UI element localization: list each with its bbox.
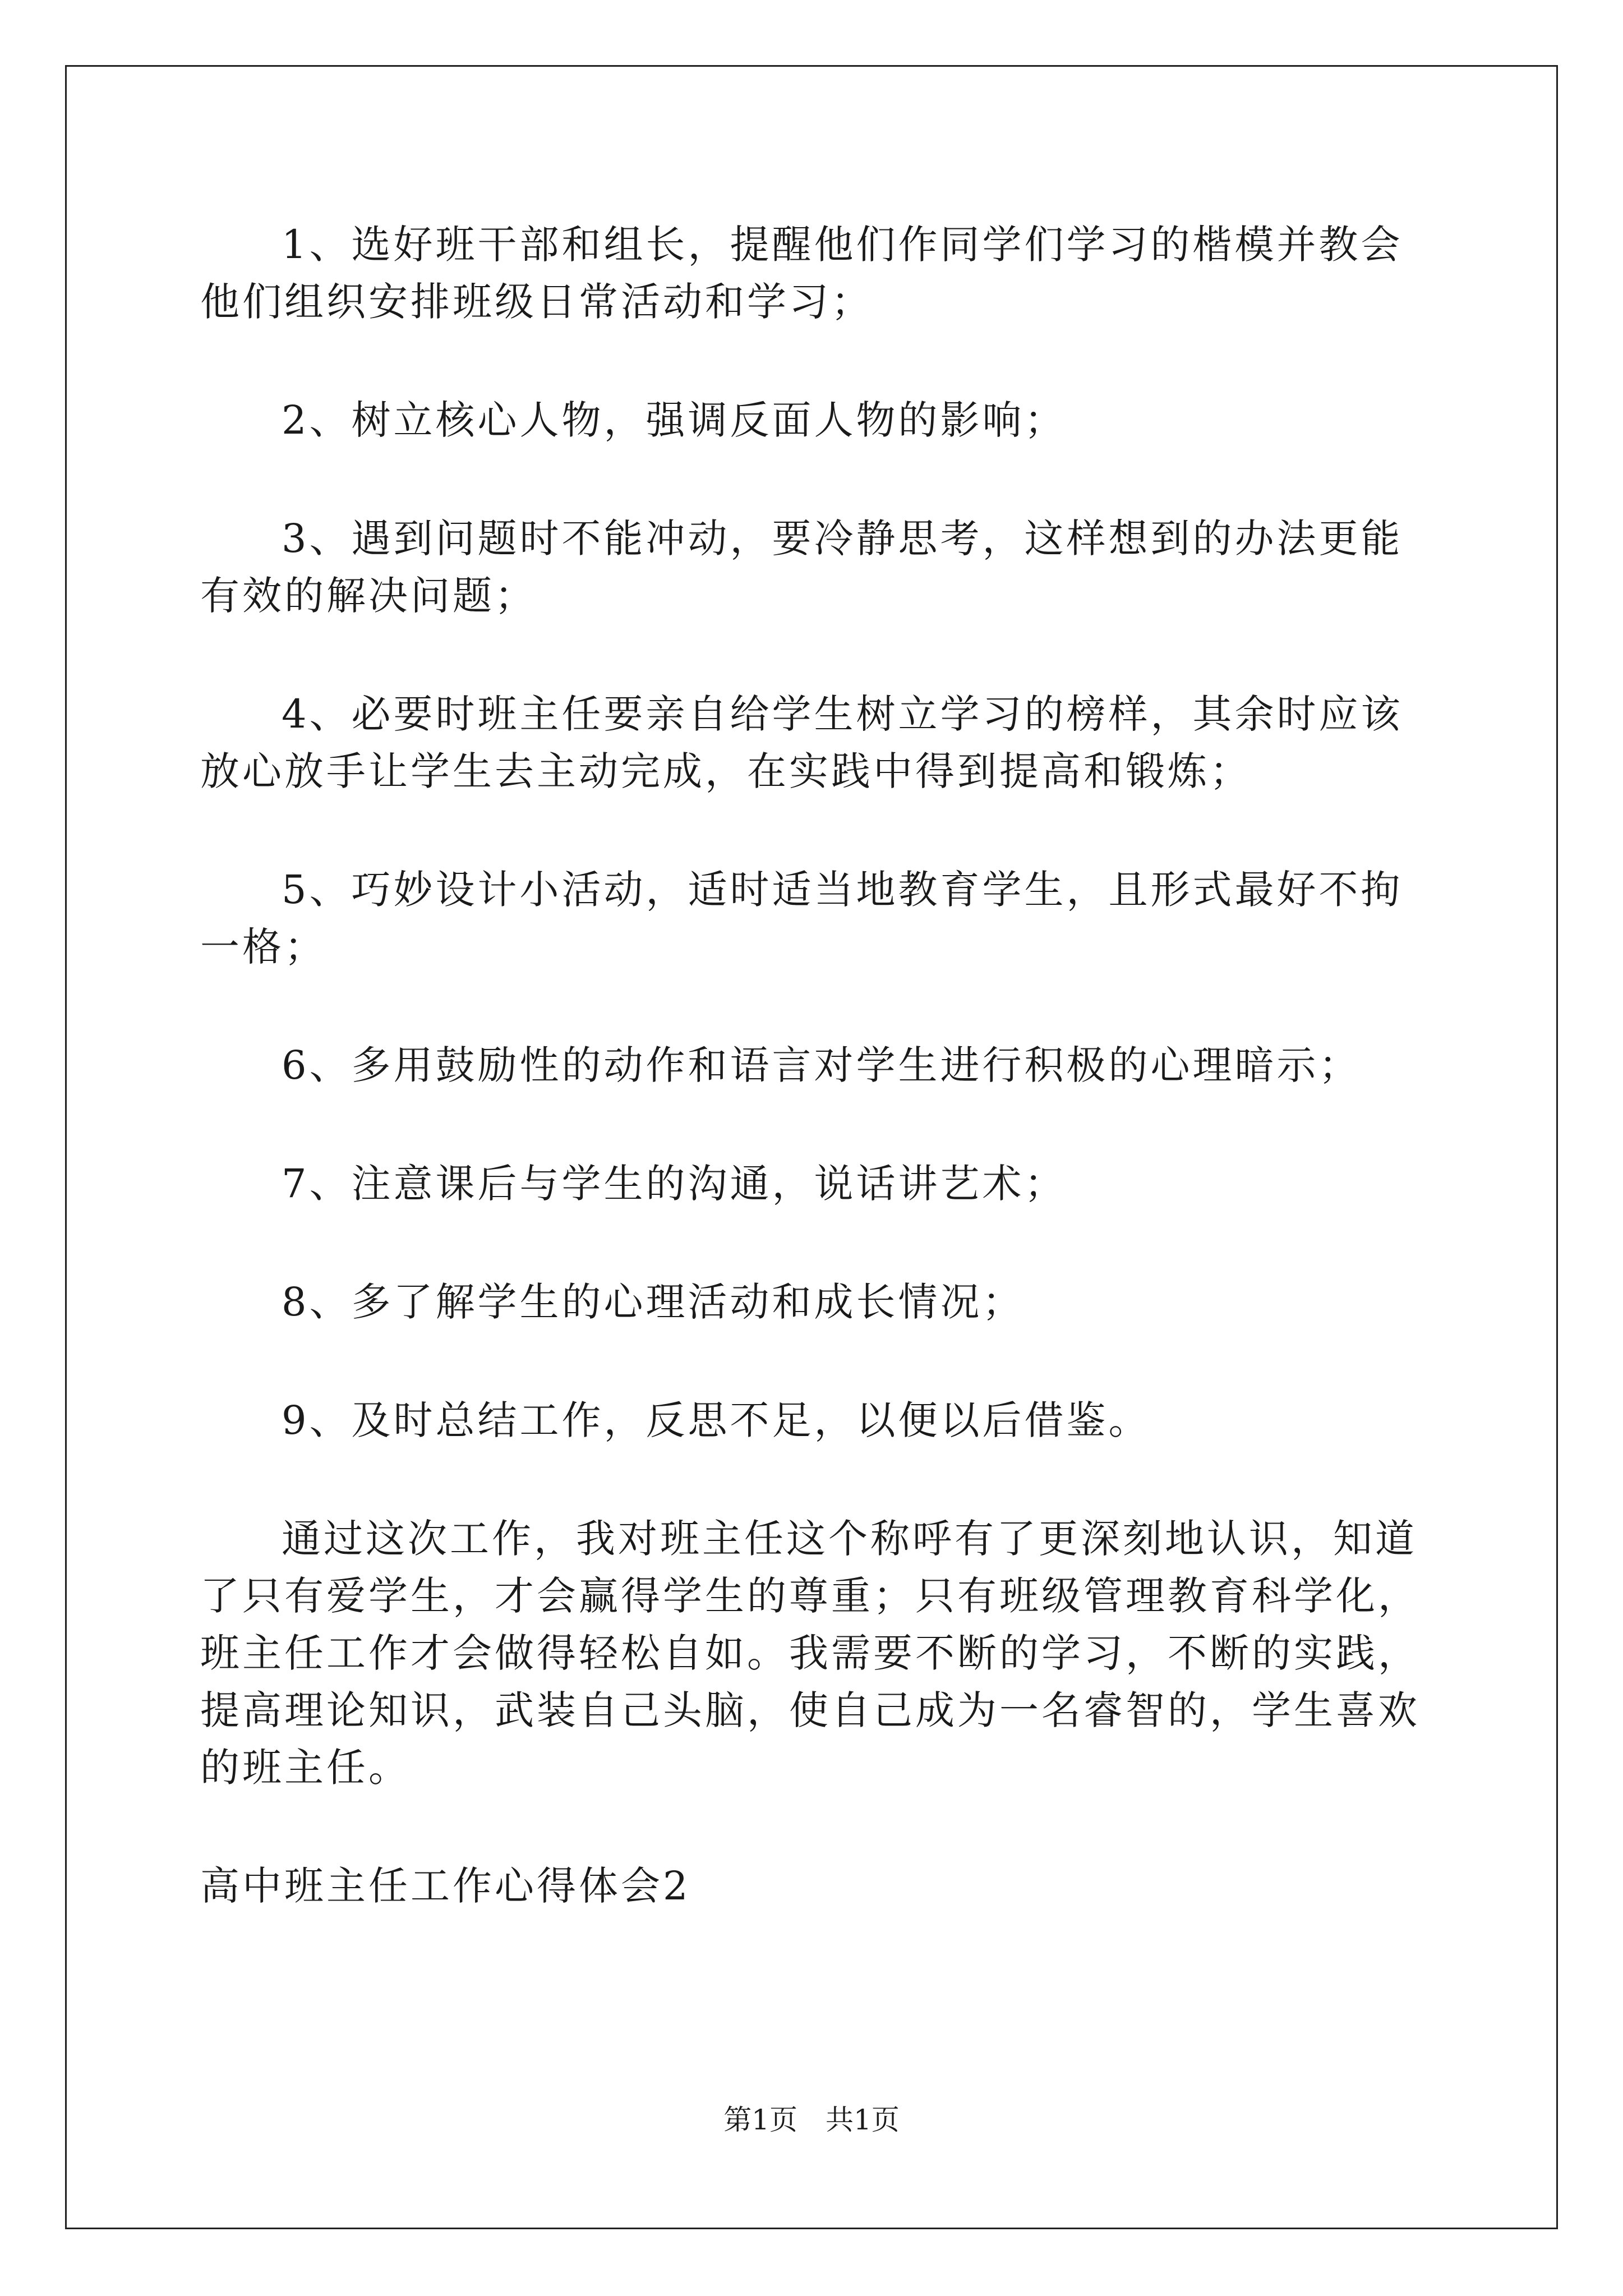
list-item-8: 8、多了解学生的心理活动和成长情况； bbox=[282, 1279, 1025, 1325]
list-item-3: 3、遇到问题时不能冲动，要冷静思考，这样想到的办法更能有效的解决问题； bbox=[200, 516, 1403, 619]
list-item-1: 1、选好班干部和组长，提醒他们作同学们学习的楷模并教会他们组织安排班级日常活动和学习； bbox=[200, 222, 1403, 325]
list-item-9: 9、及时总结工作，反思不足，以便以后借鉴。 bbox=[282, 1397, 1151, 1443]
list-item-6: 6、多用鼓励性的动作和语言对学生进行积极的心理暗示； bbox=[282, 1042, 1361, 1088]
document-body bbox=[200, 216, 1434, 1915]
page-number: 第1页 bbox=[723, 2104, 797, 2136]
list-item-2: 2、树立核心人物，强调反面人物的影响； bbox=[282, 397, 1067, 443]
page-total: 共1页 bbox=[826, 2104, 900, 2136]
page-footer bbox=[0, 2103, 1623, 2137]
section-heading: 高中班主任工作心得体会2 bbox=[200, 1863, 691, 1909]
conclusion-paragraph: 通过这次工作，我对班主任这个称呼有了更深刻地认识，知道了只有爱学生，才会赢得学生的尊重；只有班级管理教育科学化，班主任工作才会做得轻松自如。我需要不断的学习，不断的实践，提高理论知识，武装自己头脑，使自己成为一名睿智的，学生喜欢的班主任。 bbox=[200, 1516, 1420, 1791]
list-item-5: 5、巧妙设计小活动，适时适当地教育学生，且形式最好不拘一格； bbox=[200, 867, 1403, 970]
list-item-4: 4、必要时班主任要亲自给学生树立学习的榜样，其余时应该放心放手让学生去主动完成，在实践中得到提高和锻炼； bbox=[200, 691, 1403, 794]
list-item-7: 7、注意课后与学生的沟通，说话讲艺术； bbox=[282, 1161, 1067, 1207]
